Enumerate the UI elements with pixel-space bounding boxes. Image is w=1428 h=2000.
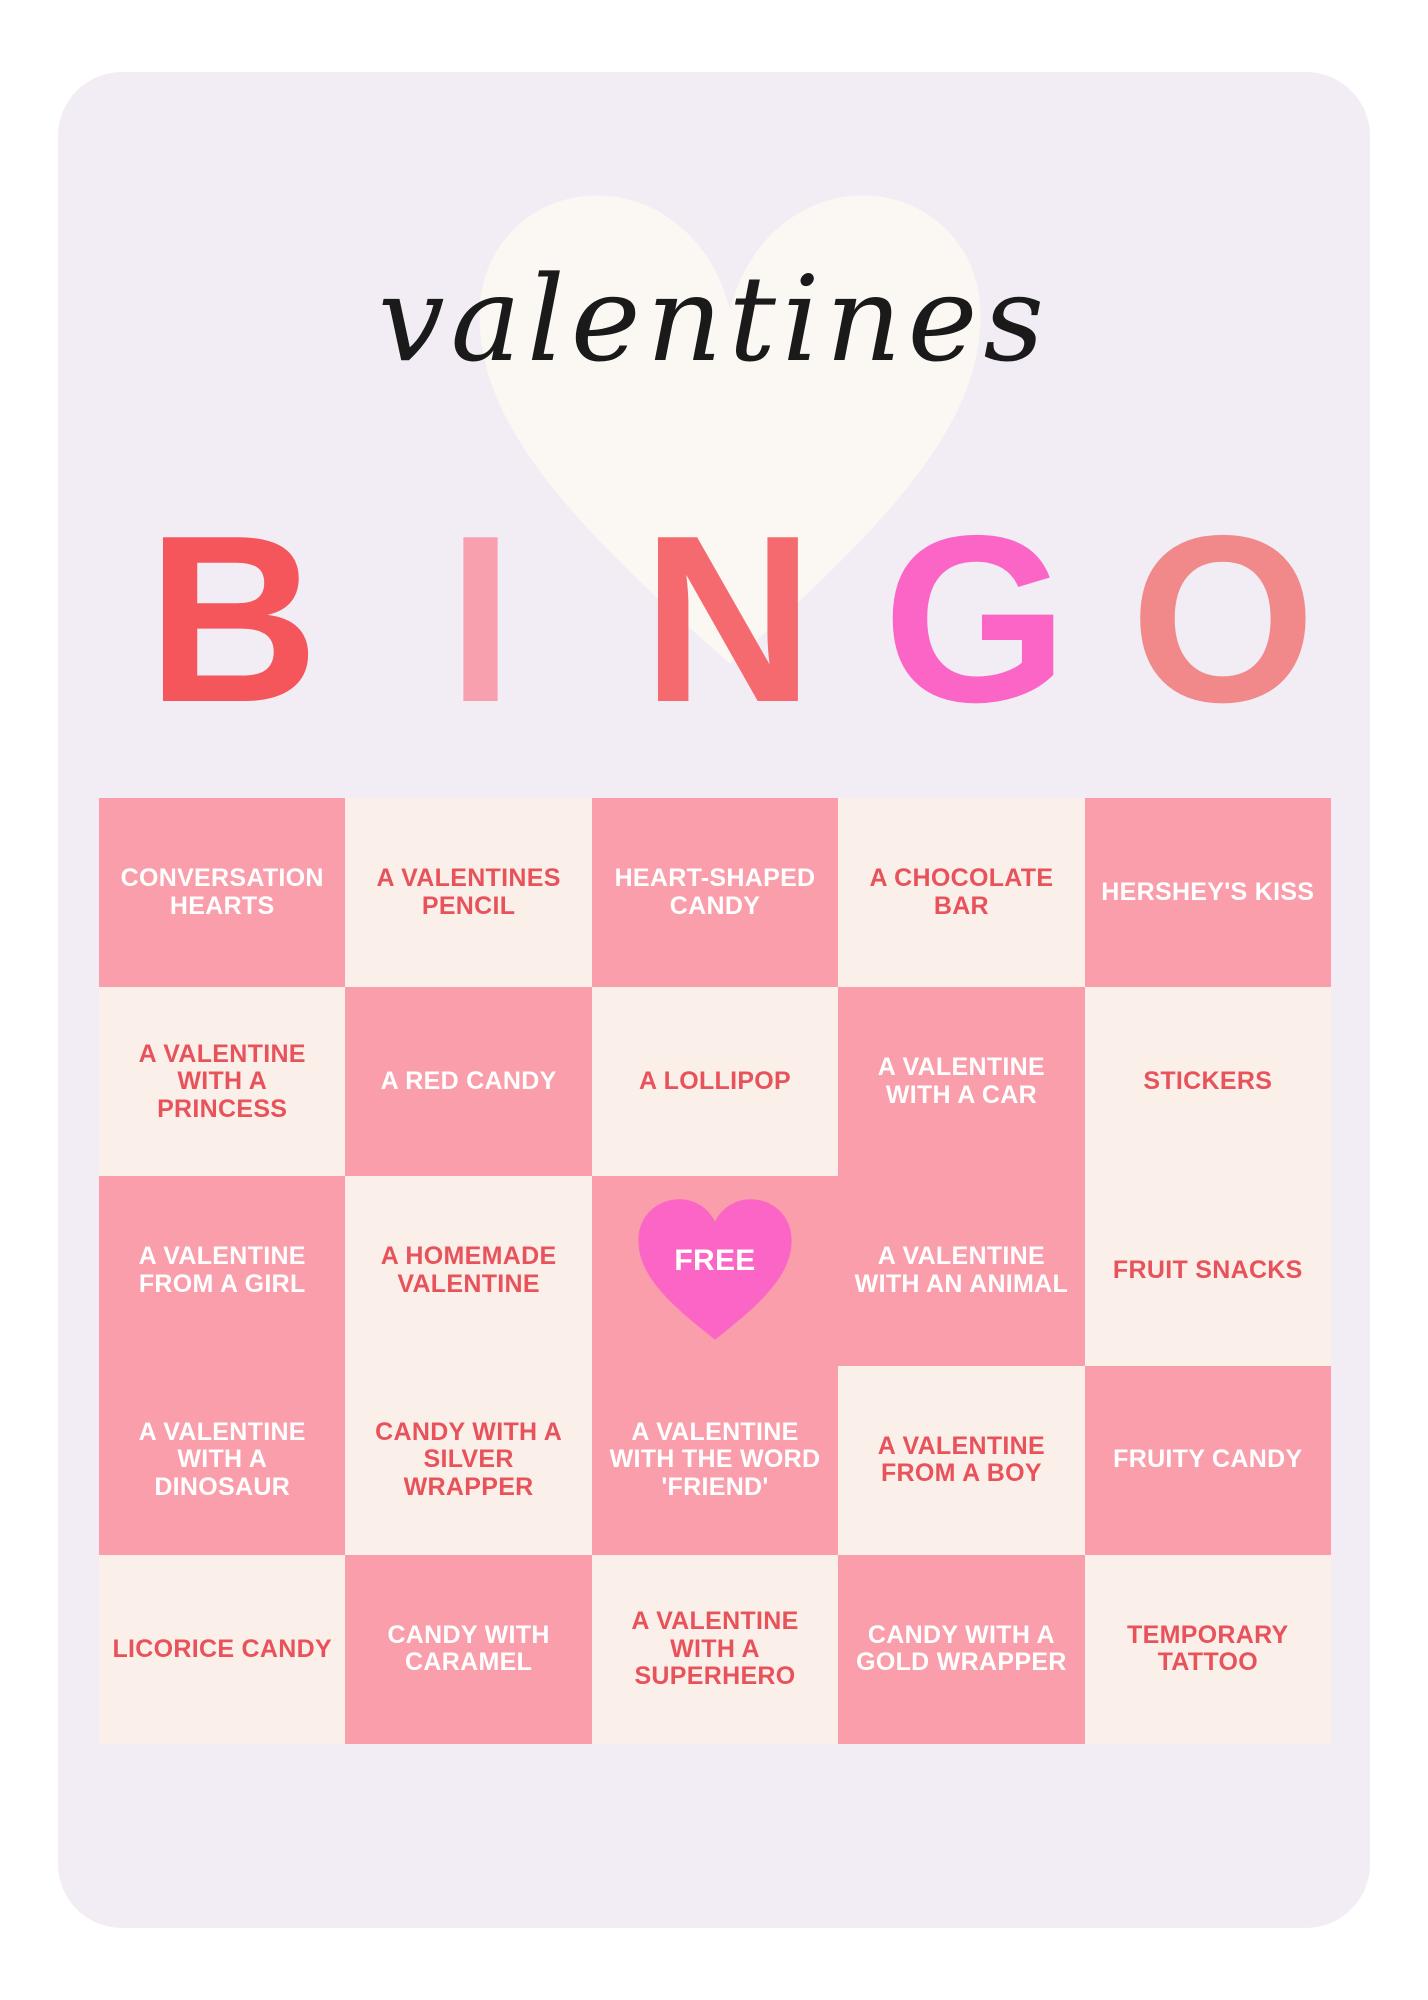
bingo-cell[interactable]: A VALENTINE FROM A BOY — [838, 1366, 1084, 1555]
bingo-grid — [99, 798, 1331, 1744]
bingo-cell[interactable]: CANDY WITH CARAMEL — [345, 1555, 591, 1744]
bingo-cell[interactable]: A VALENTINE WITH THE WORD 'FRIEND' — [592, 1366, 838, 1555]
bingo-cell[interactable]: A VALENTINES PENCIL — [345, 798, 591, 987]
bingo-letter-n: N — [642, 487, 814, 752]
bingo-free-cell[interactable] — [592, 1176, 838, 1365]
bingo-cell[interactable]: A VALENTINE WITH AN ANIMAL — [838, 1176, 1084, 1365]
bingo-cell[interactable]: CANDY WITH A SILVER WRAPPER — [345, 1366, 591, 1555]
bingo-letter-b: B — [147, 487, 319, 752]
bingo-letter-i: I — [447, 487, 514, 752]
bingo-cell[interactable]: HERSHEY'S KISS — [1085, 798, 1331, 987]
bingo-cell[interactable]: A VALENTINE WITH A CAR — [838, 987, 1084, 1176]
bingo-letter-o: O — [1130, 487, 1316, 752]
bingo-cell[interactable]: A CHOCOLATE BAR — [838, 798, 1084, 987]
bingo-cell[interactable]: FRUITY CANDY — [1085, 1366, 1331, 1555]
free-space — [635, 1196, 795, 1346]
free-label: FREE — [674, 1243, 756, 1277]
bingo-letters — [138, 487, 1318, 752]
bingo-cell[interactable]: A VALENTINE FROM A GIRL — [99, 1176, 345, 1365]
bingo-cell[interactable]: TEMPORARY TATTOO — [1085, 1555, 1331, 1744]
bingo-cell[interactable]: FRUIT SNACKS — [1085, 1176, 1331, 1365]
bingo-cell[interactable]: A RED CANDY — [345, 987, 591, 1176]
bingo-letter-g: G — [882, 487, 1069, 752]
bingo-cell[interactable]: A LOLLIPOP — [592, 987, 838, 1176]
bingo-cell[interactable]: HEART-SHAPED CANDY — [592, 798, 838, 987]
bingo-cell[interactable]: CANDY WITH A GOLD WRAPPER — [838, 1555, 1084, 1744]
bingo-cell[interactable]: A VALENTINE WITH A PRINCESS — [99, 987, 345, 1176]
bingo-cell[interactable]: STICKERS — [1085, 987, 1331, 1176]
bingo-cell[interactable]: A VALENTINE WITH A DINOSAUR — [99, 1366, 345, 1555]
bingo-cell[interactable]: CONVERSATION HEARTS — [99, 798, 345, 987]
bingo-cell[interactable]: A VALENTINE WITH A SUPERHERO — [592, 1555, 838, 1744]
bingo-cell[interactable]: LICORICE CANDY — [99, 1555, 345, 1744]
bingo-cell[interactable]: A HOMEMADE VALENTINE — [345, 1176, 591, 1365]
valentines-script-title: valentines — [377, 250, 1051, 388]
